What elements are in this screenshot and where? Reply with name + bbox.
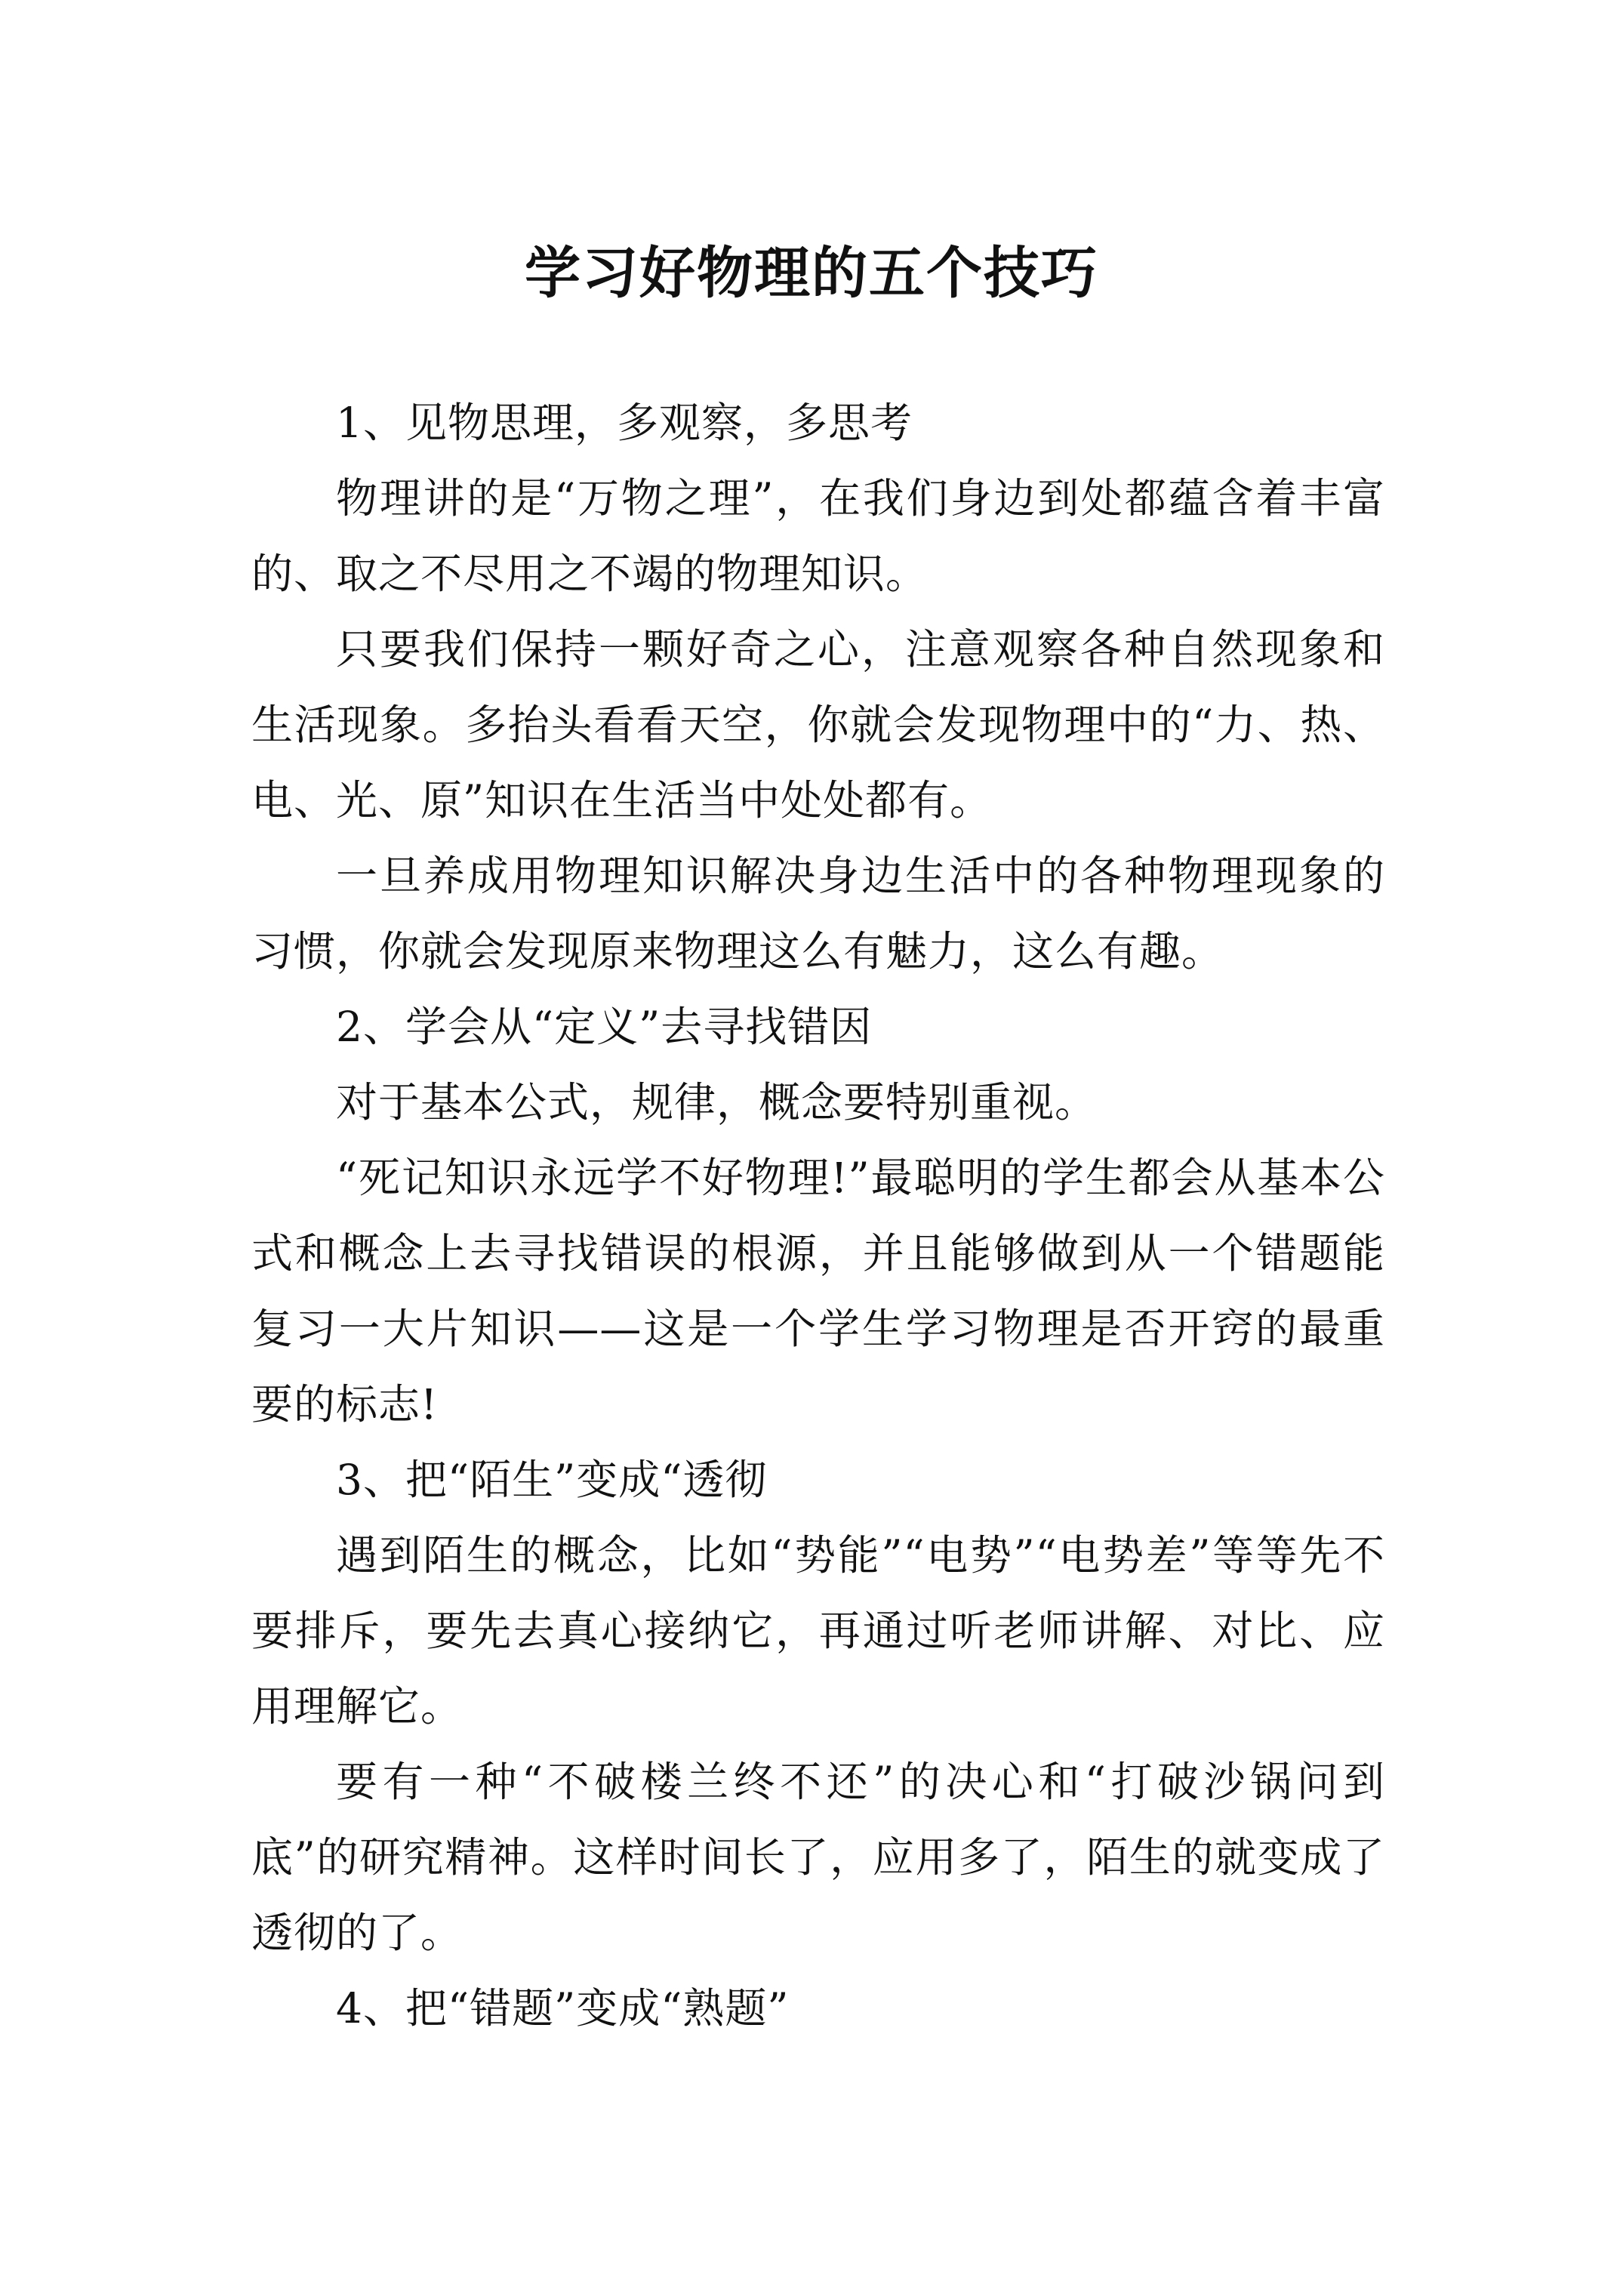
document-title: 学习好物理的五个技巧 xyxy=(525,240,1098,306)
heading-tip-3: 3、把“陌生”变成“透彻 xyxy=(336,1456,768,1504)
paragraph: “死记知识永远学不好物理!”最聪明的学生都会从基本公式和概念上去寻找错误的根源，并且能够做到从一个错题能复习一大片知识——这是一个学生学习物理是否开窍的最重要的标志! xyxy=(251,1154,1385,1428)
paragraph: 遇到陌生的概念，比如“势能”“电势”“电势差”等等先不要排斥，要先去真心接纳它，再通过听老师讲解、对比、应用理解它。 xyxy=(251,1531,1385,1730)
document-body xyxy=(251,385,1385,2046)
heading-tip-2: 2、学会从“定义”去寻找错因 xyxy=(336,1003,873,1051)
paragraph: 只要我们保持一颗好奇之心，注意观察各种自然现象和生活现象。多抬头看看天空，你就会发现物理中的“力、热、电、光、原”知识在生活当中处处都有。 xyxy=(251,625,1385,824)
paragraph: 对于基本公式，规律，概念要特别重视。 xyxy=(336,1078,1098,1126)
paragraph: 物理讲的是“万物之理”，在我们身边到处都蕴含着丰富的、取之不尽用之不竭的物理知识。 xyxy=(251,474,1385,598)
paragraph: 一旦养成用物理知识解决身边生活中的各种物理现象的习惯，你就会发现原来物理这么有魅力，这么有趣。 xyxy=(251,852,1385,975)
heading-tip-4: 4、把“错题”变成“熟题” xyxy=(336,1984,790,2032)
heading-tip-1: 1、见物思理，多观察，多思考 xyxy=(336,399,913,447)
paragraph: 要有一种“不破楼兰终不还”的决心和“打破沙锅问到底”的研究精神。这样时间长了，应用多了，陌生的就变成了透彻的了。 xyxy=(251,1758,1385,1957)
